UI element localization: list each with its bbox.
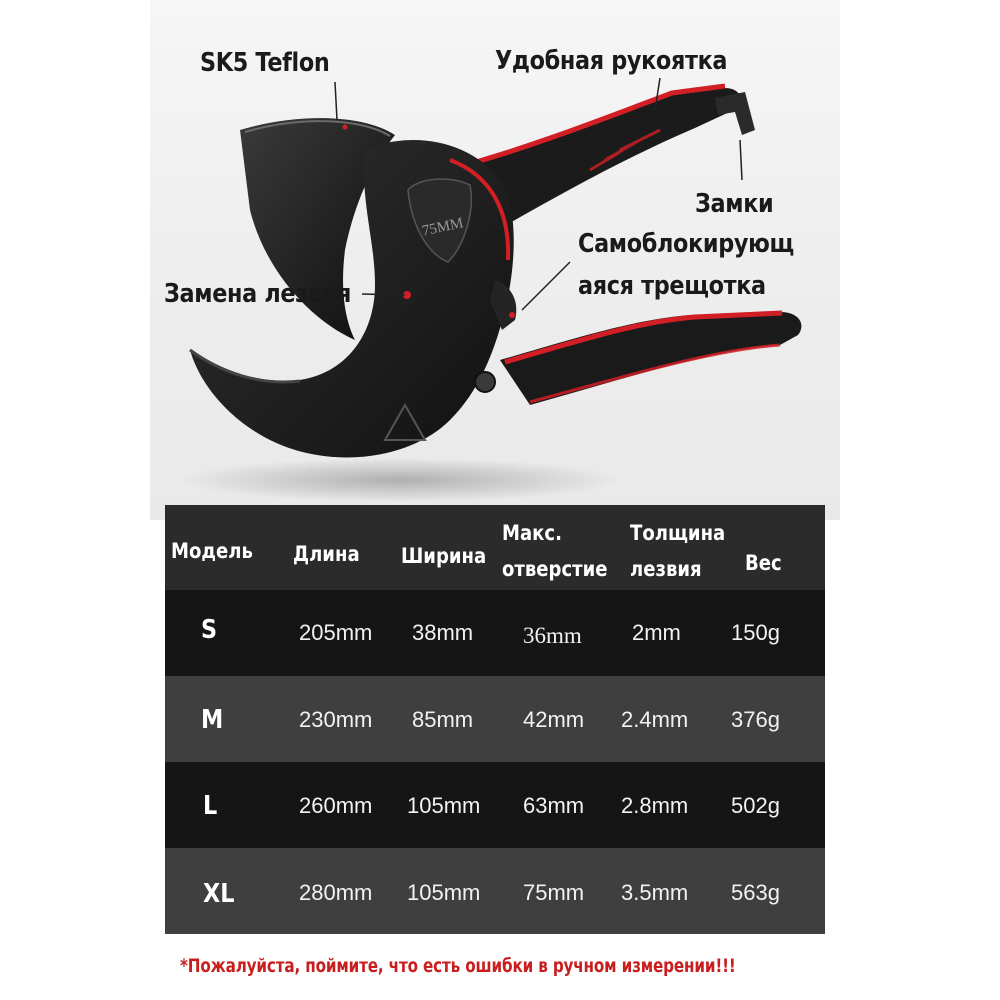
row-opening: 63mm bbox=[523, 793, 585, 818]
row-opening: 75mm bbox=[523, 880, 585, 905]
row-opening: 36mm bbox=[523, 623, 582, 648]
table-row bbox=[165, 676, 825, 762]
table-header bbox=[165, 505, 825, 590]
row-model: M bbox=[201, 705, 224, 735]
row-thickness: 3.5mm bbox=[621, 880, 689, 905]
row-weight: 563g bbox=[731, 880, 780, 905]
row-length: 205mm bbox=[299, 620, 373, 645]
header-weight: Вес bbox=[745, 551, 782, 575]
callout-blade-replace: Замена лезвия bbox=[164, 279, 351, 309]
lower-handle bbox=[500, 312, 801, 405]
size-marking: 75MM bbox=[420, 215, 465, 240]
row-model: S bbox=[201, 615, 218, 645]
table-row bbox=[165, 590, 825, 676]
header-max-opening-line2: отверстие bbox=[502, 557, 608, 581]
row-model: L bbox=[203, 791, 218, 821]
callout-teflon: SK5 Teflon bbox=[200, 48, 330, 78]
header-max-opening-line1: Макс. bbox=[502, 521, 562, 545]
measurement-disclaimer: *Пожалуйста, поймите, что есть ошибки в ручном измерении!!! bbox=[180, 955, 736, 977]
product-photo bbox=[150, 0, 840, 520]
header-blade-thickness-line1: Толщина bbox=[630, 521, 726, 545]
row-width: 38mm bbox=[412, 620, 474, 645]
header-blade-thickness-line2: лезвия bbox=[630, 557, 702, 581]
callout-ratchet-line1: Самоблокирующ bbox=[578, 229, 794, 259]
row-model: XL bbox=[203, 879, 235, 909]
callout-ratchet-line2: аяся трещотка bbox=[578, 271, 766, 301]
row-length: 280mm bbox=[299, 880, 373, 905]
row-width: 105mm bbox=[407, 793, 481, 818]
row-weight: 376g bbox=[731, 707, 780, 732]
row-thickness: 2mm bbox=[632, 620, 681, 645]
row-length: 260mm bbox=[299, 793, 373, 818]
row-width: 105mm bbox=[407, 880, 481, 905]
header-model: Модель bbox=[171, 539, 253, 563]
header-length: Длина bbox=[293, 542, 360, 566]
row-weight: 502g bbox=[731, 793, 780, 818]
spec-table bbox=[165, 505, 825, 935]
table-row bbox=[165, 848, 825, 934]
row-length: 230mm bbox=[299, 707, 373, 732]
row-thickness: 2.4mm bbox=[621, 707, 689, 732]
row-weight: 150g bbox=[731, 620, 780, 645]
row-opening: 42mm bbox=[523, 707, 585, 732]
table-row bbox=[165, 762, 825, 848]
row-width: 85mm bbox=[412, 707, 474, 732]
callout-locks: Замки bbox=[695, 189, 774, 219]
header-width: Ширина bbox=[401, 544, 487, 568]
pipe-cutter-illustration bbox=[150, 0, 840, 520]
callout-handle: Удобная рукоятка bbox=[495, 46, 728, 76]
row-thickness: 2.8mm bbox=[621, 793, 689, 818]
